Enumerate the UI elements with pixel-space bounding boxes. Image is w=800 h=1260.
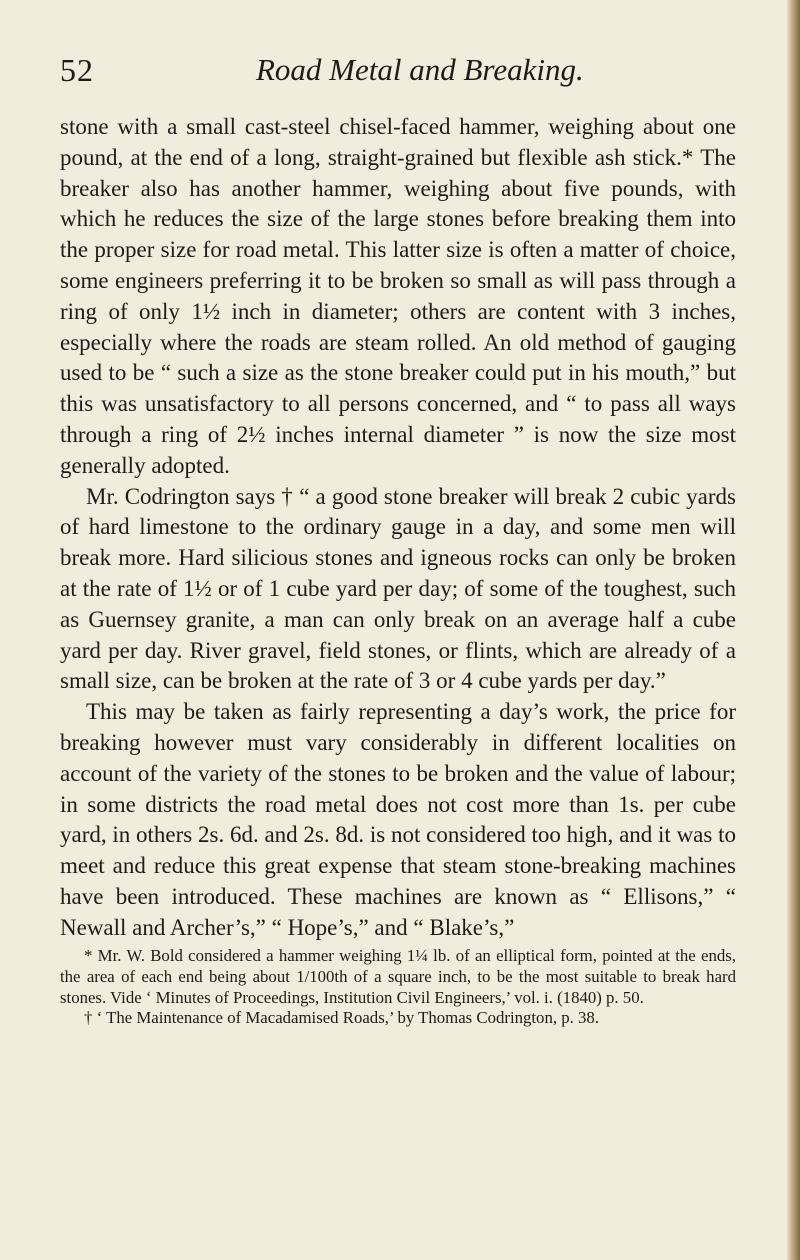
page-edge-shadow [786, 0, 800, 1260]
paragraph-1: stone with a small cast-steel chisel-faced hammer, weighing about one pound, at the end of a long, straight-grained but flexible ash stick.* The breaker also has another hammer, weighing about five pounds, with which he reduces the size of the large stones before breaking them into the proper size for road metal. This latter size is often a matter of choice, some engineers preferring it to be broken so small as will pass through a ring of only 1½ inch in diameter; others are content with 3 inches, especially where the roads are steam rolled. An old method of gauging used to be “ such a size as the stone breaker could put in his mouth,” but this was unsatisfactory to all persons concerned, and “ to pass all ways through a ring of 2½ inches internal diameter ” is now the size most generally adopted. [60, 114, 736, 478]
paragraph-2: Mr. Codrington says † “ a good stone breaker will break 2 cubic yards of hard limestone to the ordinary gauge in a day, and some men will break more. Hard silicious stones and igneous rocks can only be broken at the rate of 1½ or of 1 cube yard per day; of some of the toughest, such as Guernsey granite, a man can only break on an average half a cube yard per day. River gravel, field stones, or flints, which are already of a small size, can be broken at the rate of 3 or 4 cube yards per day.” [60, 483, 736, 694]
running-title: Road Metal and Breaking. [256, 52, 584, 87]
page-header [60, 52, 740, 92]
footnote-1: * Mr. W. Bold considered a hammer weighing 1¼ lb. of an elliptical form, pointed at the ends, the area of each end being about 1/100th of a square inch, to be the most suitable to break hard stones. Vide ‘ Minutes of Proceedings, Institution Civil Engineers,’ vol. i. (1840) p. 50. [60, 946, 736, 1007]
footnotes [60, 946, 736, 1029]
footnote-2: † ‘ The Maintenance of Macadamised Roads,’ by Thomas Codrington, p. 38. [84, 1008, 599, 1028]
page-number: 52 [60, 52, 94, 88]
paragraph-3: This may be taken as fairly representing a day’s work, the price for breaking however must vary considerably in different localities on account of the variety of the stones to be broken and the value of labour; in some districts the road metal does not cost more than 1s. per cube yard, in others 2s. 6d. and 2s. 8d. is not considered too high, and it was to meet and reduce this great expense that steam stone-breaking machines have been introduced. These machines are known as “ Ellisons,” “ Newall and Archer’s,” “ Hope’s,” and “ Blake’s,” [60, 699, 736, 940]
body-text [60, 112, 736, 944]
